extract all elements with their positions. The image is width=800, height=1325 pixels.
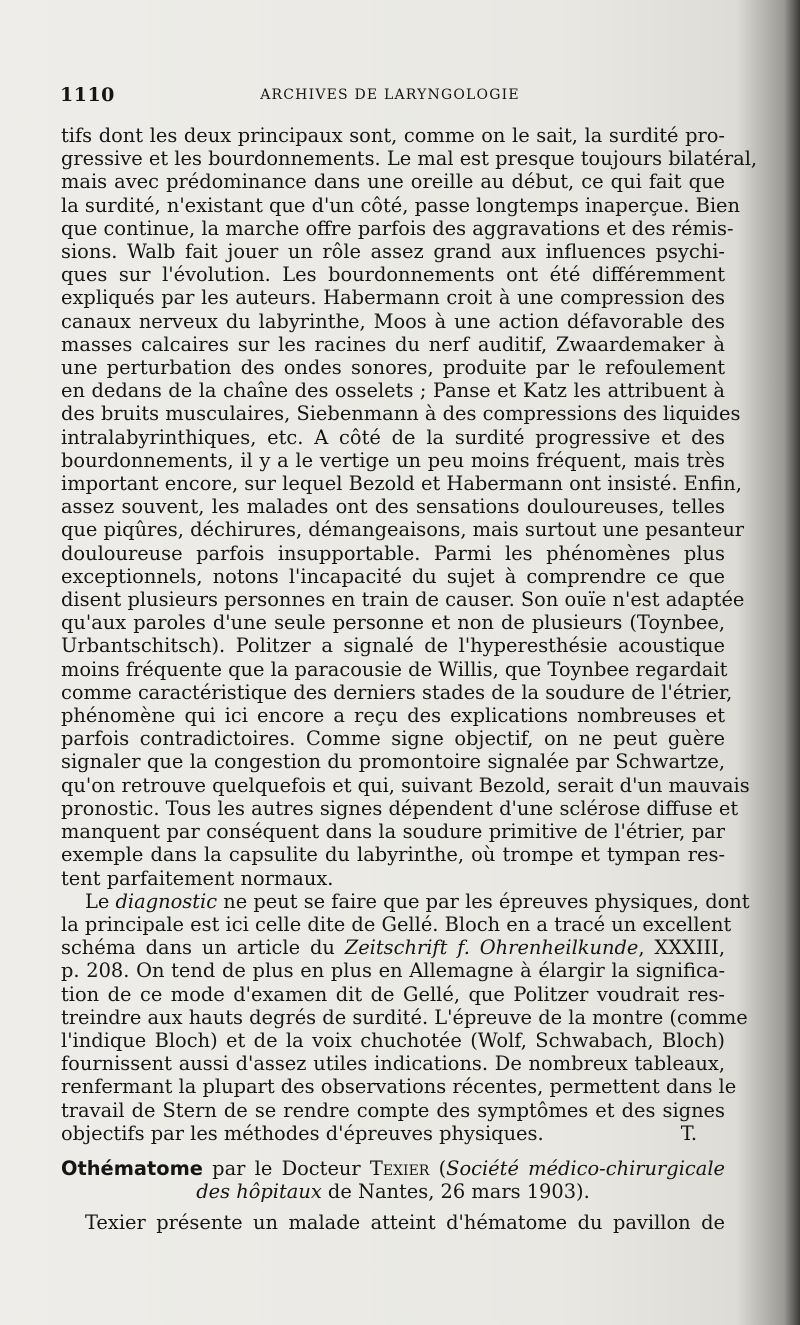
author-name: Texier <box>369 1156 430 1180</box>
text-line: ques sur l'évolution. Les bourdonnements ont été différemment <box>61 263 725 287</box>
text-span: objectifs par les méthodes d'épreuves physiques. <box>61 1121 544 1145</box>
text-line: exemple dans la capsulite du labyrinthe, où trompe et tympan res- <box>61 843 725 867</box>
section-title: Othématome <box>61 1156 203 1180</box>
text-line: renfermant la plupart des observations récentes, permettent dans le <box>61 1075 737 1099</box>
source-title: Société médico-chirurgicale <box>446 1156 726 1180</box>
text-line: parfois contradictoires. Comme signe objectif, on ne peut guère <box>61 727 725 751</box>
text-line: que continue, la marche offre parfois des aggravations et des rémis- <box>61 216 734 240</box>
text-line: que piqûres, déchirures, démangeaisons, mais surtout une pesanteur <box>61 518 745 542</box>
text-line: comme caractéristique des derniers stades de la soudure de l'étrier, <box>61 680 733 704</box>
text-line: Texier présente un malade atteint d'hématome du pavillon de <box>85 1211 725 1235</box>
text-line: mais avec prédominance dans une oreille au début, ce qui fait que <box>61 170 725 194</box>
text-line: la surdité, n'existant que d'un côté, passe longtemps inaperçue. Bien <box>61 193 741 217</box>
text-span: , XXXIII, <box>638 936 725 960</box>
text-line <box>61 1180 725 1203</box>
text-line <box>61 1157 725 1180</box>
running-head: ARCHIVES DE LARYNGOLOGIE <box>260 87 520 103</box>
text-line: treindre aux hauts degrés de surdité. L'épreuve de la montre (comme <box>61 1005 748 1029</box>
text-line: Urbantschitsch). Politzer a signalé de l'hyperesthésie acoustique <box>61 634 725 658</box>
text-line: gressive et les bourdonnements. Le mal est presque toujours bilatéral, <box>61 147 758 171</box>
paragraph-1 <box>61 124 758 890</box>
text-span: par le Docteur <box>202 1156 370 1180</box>
text-span: ( <box>429 1156 447 1180</box>
text-line: assez souvent, les malades ont des sensations douloureuses, telles <box>61 495 725 519</box>
text-line: masses calcaires sur les racines du nerf auditif, Zwaardemaker à <box>61 332 725 356</box>
text-line: fournissent aussi d'assez utiles indications. De nombreux tableaux, <box>61 1052 725 1076</box>
text-line: important encore, sur lequel Bezold et Habermann ont insisté. Enfin, <box>61 472 742 496</box>
text-line: travail de Stern de se rendre compte des symptômes et des signes <box>61 1098 725 1122</box>
text-line <box>61 936 725 959</box>
text-line: expliqués par les auteurs. Habermann croit à une compression des <box>61 286 725 310</box>
text-line: tion de ce mode d'examen dit de Gellé, que Politzer voudrait res- <box>61 982 725 1006</box>
text-line: bourdonnements, il y a le vertige un peu moins fréquent, mais très <box>61 448 725 472</box>
text-line: la principale est ici celle dite de Gellé. Bloch en a tracé un excellent <box>61 912 732 936</box>
text-line: douloureuse parfois insupportable. Parmi les phénomènes plus <box>61 541 725 565</box>
text-line <box>61 1122 725 1145</box>
source-title: des hôpitaux <box>196 1180 322 1204</box>
text-line: canaux nerveux du labyrinthe, Moos à une action défavorable des <box>61 309 725 333</box>
text-line: moins fréquente que la paracousie de Willis, que Toynbee regardait <box>61 657 728 681</box>
page-number: 1110 <box>60 84 115 106</box>
text-line: disent plusieurs personnes en train de causer. Son ouïe n'est adaptée <box>61 588 745 612</box>
text-line: des bruits musculaires, Siebenmann à des compressions des liquides <box>61 402 741 426</box>
text-line: qu'aux paroles d'une seule personne et non de plusieurs (Toynbee, <box>61 611 725 635</box>
text-line: intralabyrinthiques, etc. A côté de la surdité progressive et des <box>61 425 725 449</box>
text-line: signaler que la congestion du promontoire signalée par Schwartze, <box>61 750 725 774</box>
text-span: de Nantes, 26 mars 1903). <box>321 1180 590 1204</box>
text-line: tifs dont les deux principaux sont, comme on le sait, la surdité pro- <box>61 124 725 147</box>
section-heading <box>61 1157 725 1203</box>
text-line: qu'on retrouve quelquefois et qui, suivant Bezold, serait d'un mauvais <box>61 773 750 797</box>
paragraph-3 <box>61 1211 725 1234</box>
text-line: en dedans de la chaîne des osselets ; Panse et Katz les attribuent à <box>61 379 725 403</box>
journal-title: Zeitschrift f. Ohrenheilkunde <box>344 936 639 960</box>
body-text <box>61 124 758 1235</box>
text-line: exceptionnels, notons l'incapacité du sujet à comprendre ce que <box>61 564 725 588</box>
text-line <box>61 889 750 913</box>
text-line: phénomène qui ici encore a reçu des explications nombreuses et <box>61 704 725 728</box>
text-line: manquent par conséquent dans la soudure primitive de l'étrier, par <box>61 820 725 844</box>
text-line: pronostic. Tous les autres signes dépendent d'une sclérose diffuse et <box>61 796 739 820</box>
text-line: l'indique Bloch) et de la voix chuchotée (Wolf, Schwabach, Bloch) <box>61 1028 725 1052</box>
text-line: tent parfaitement normaux. <box>61 866 334 890</box>
text-line: sions. Walb fait jouer un rôle assez grand aux influences psychi- <box>61 240 725 264</box>
author-signature: T. <box>680 1121 697 1145</box>
italic-term: diagnostic <box>115 889 218 913</box>
text-span: schéma dans un article du <box>61 936 345 960</box>
text-span: Le <box>85 889 116 913</box>
text-line: p. 208. On tend de plus en plus en Allemagne à élargir la significa- <box>61 959 725 983</box>
text-line: une perturbation des ondes sonores, produite par le refoulement <box>61 356 725 380</box>
text-span: ne peut se faire que par les épreuves physiques, dont <box>217 889 750 913</box>
page-header <box>60 84 720 114</box>
paragraph-2 <box>61 889 750 1145</box>
